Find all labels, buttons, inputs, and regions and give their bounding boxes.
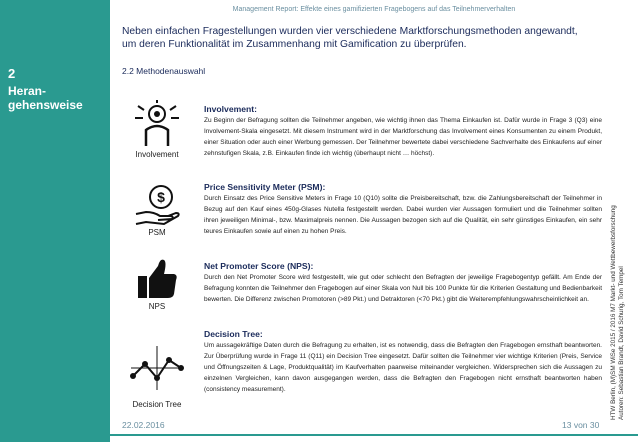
page-header: Management Report: Effekte eines gamifizierten Fragebogens auf das Teilnehmerverhalten	[232, 6, 516, 13]
side-credit-line2: Autoren: Sebastian Brandt, David Schurig, Tom Tempel	[617, 266, 625, 420]
price-hand-icon	[134, 184, 180, 226]
psm-title: Price Sensitivity Meter (PSM):	[204, 182, 326, 192]
footer-divider	[110, 434, 638, 436]
subsection-title: 2.2 Methodenauswahl	[122, 66, 206, 76]
involvement-icon	[132, 100, 182, 148]
involvement-block	[204, 104, 602, 159]
nps-text: Durch den Net Promoter Score wird festgestellt, wie gut oder schlecht den Befragten der jeweilige Fragebogentyp gefällt. Am Ende der Befragung konnten die Teilnehmer den Fragebogen auf einer Skala von Null bis 100 Punkte für die Kriterien Gestaltung und Bedienbarkeit bewerten. Die Differenz zwischen Promotoren (>89 Pkt.) und Detraktoren (<70 Pkt.) gibt die Weiterempfehlungswahrscheinlichkeit an.	[204, 274, 602, 303]
nps-block	[204, 261, 602, 305]
side-credit	[610, 100, 632, 420]
side-credit-line1: HTW Berlin, (M)SM WiSe 2015 / 2016 M7 Markt- und Wettbewerbsforschung	[610, 205, 617, 420]
section-title	[8, 84, 108, 112]
decision-tree-label: Decision Tree	[132, 400, 182, 409]
involvement-text: Zu Beginn der Befragung sollten die Teilnehmer angeben, wie wichtig ihnen das Thema Einkaufen ist. Dafür wurde in Frage 3 (Q3) eine Involvement-Skala eingesetzt. Mit diesem Instrument wird in der Marktforschung das Involvement eines Konsumenten zu einem Produkt, einer Situation oder auch einer Werbung gemessen. Der Teilnehmer bewertete dabei verschiedene Sachverhalte des Einkaufens auf einer zehnstufigen Skala, z.B. Einkaufen finde ich wichtig (überhaupt nicht … höchst).	[204, 117, 602, 157]
nps-title: Net Promoter Score (NPS):	[204, 261, 314, 271]
decision-tree-icon	[127, 338, 187, 398]
involvement-panel	[118, 100, 196, 159]
decision-tree-panel	[118, 338, 196, 409]
involvement-label: Involvement	[135, 150, 179, 159]
decision-tree-title: Decision Tree:	[204, 329, 263, 339]
thumbs-up-icon	[136, 256, 178, 300]
svg-text:$: $	[157, 189, 165, 205]
section-number: 2	[8, 66, 16, 81]
sidebar	[0, 0, 110, 442]
decision-tree-block	[204, 329, 602, 395]
nps-label: NPS	[148, 302, 166, 311]
psm-text: Durch Einsatz des Price Sensitive Meters in Frage 10 (Q10) sollte die Preisbereitschaft, bzw. die Zahlungsbereitschaft der Teilnehmer in Bezug auf den Kauf eines 450g-Glases Nutella festgestellt werden. Dabei wurden vier Aussagen formuliert und die Teilnehmer sollten ihren jeweiligen Minimal-, bzw. Maximalpreis nennen. Die Aussagen bezogen sich auf die Qualität, ein sehr günstiges Einkaufen, ein sehr teures Einkaufen sowie auf einen zu hohen Preis.	[204, 195, 602, 235]
psm-block	[204, 182, 602, 237]
involvement-title: Involvement:	[204, 104, 258, 114]
intro-paragraph: Neben einfachen Fragestellungen wurden vier verschiedene Marktforschungsmethoden angewandt, um deren Funktionalität im Zusammenhang mit Gamification zu überprüfen.	[122, 26, 578, 50]
page-number: 13 von 30	[562, 420, 600, 430]
psm-panel	[118, 184, 196, 237]
section-title-text: Heran- gehensweise	[8, 84, 83, 112]
psm-label: PSM	[148, 228, 166, 237]
nps-panel	[118, 256, 196, 311]
decision-tree-text: Um aussagekräftige Daten durch die Befragung zu erhalten, ist es notwendig, dass die Befragten den Fragebogen ernsthaft beantworten. Zur Überprüfung wurde in Frage 11 (Q11) ein Decision Tree eingesetzt. Dafür sollten die Teilnehmer vier wichtige Kriterien (Preis, Service und Öffnungszeiten & Lage, Produktqualität) im Kaufverhalten paarweise miteinander vergleichen. Widersprechen sich die Aussagen zu einzelnen Vergleichen, kann davon ausgegangen werden, dass die Befragten den Fragebogen nicht ernsthaft beantworten haben (consistency measurement).	[204, 342, 602, 393]
footer-date: 22.02.2016	[122, 420, 165, 430]
